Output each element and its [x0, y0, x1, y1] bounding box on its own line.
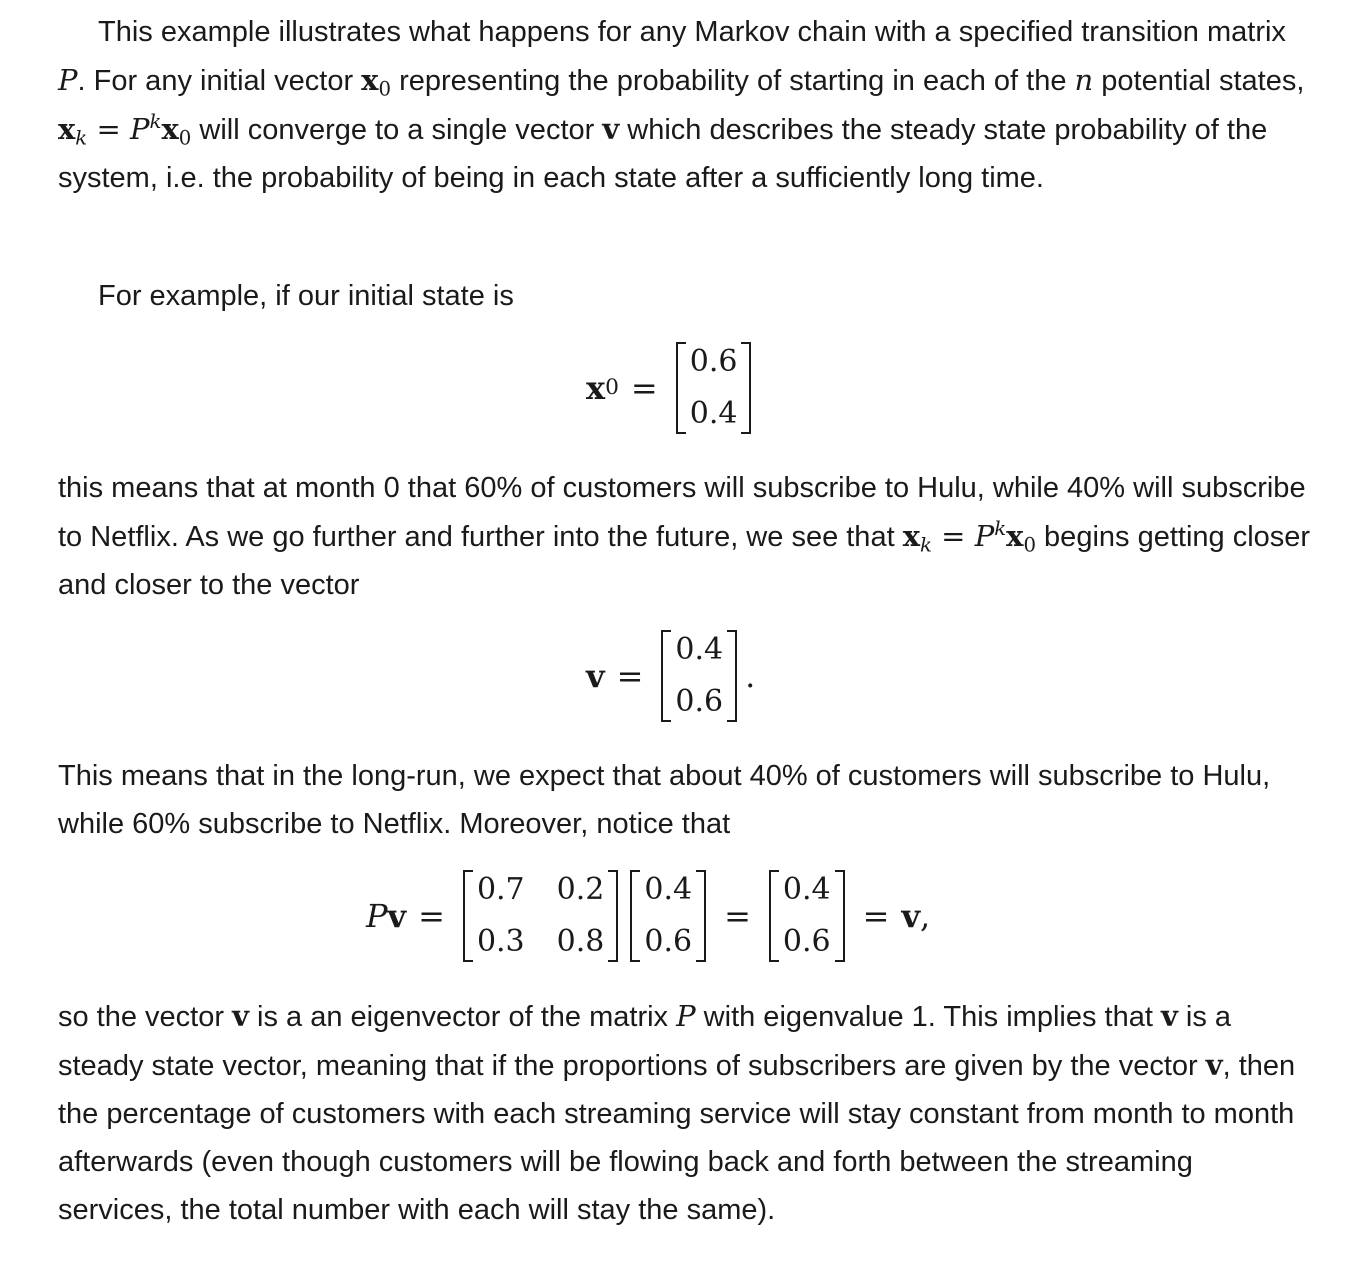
vector-entry: 0.6 [782, 924, 831, 959]
vector-x0 [676, 342, 752, 434]
vector-result [769, 870, 845, 962]
equation-eigen-check [0, 870, 1370, 970]
text-span: representing the probability of starting in each of the [391, 65, 1075, 97]
math-subscript: 0 [1023, 533, 1036, 557]
math-operator: = [616, 657, 644, 695]
vector-entry: 0.4 [782, 872, 831, 907]
math-operator: = [931, 519, 975, 553]
matrix-entry: 0.7 [476, 872, 525, 907]
vector-v-factor [630, 870, 706, 962]
text-span: This example illustrates what happens for any Markov chain with a specified transition matrix [98, 16, 1286, 48]
text-span: with eigenvalue 1. This implies that [695, 1001, 1161, 1033]
matrix-entry: 0.8 [556, 924, 605, 959]
math-superscript: k [994, 517, 1007, 541]
text-span: will converge to a single vector [191, 114, 603, 146]
math-operator: = [724, 897, 751, 935]
equation-initial-state: x 0 = 0.6 0.4 [0, 342, 1370, 442]
math-superscript: k [149, 110, 162, 134]
math-symbol: x [58, 112, 76, 146]
paragraph-markov-intro [58, 8, 1313, 202]
math-operator: = [862, 897, 890, 935]
text-span: potential states, [1093, 65, 1305, 97]
text-span: begins getting closer and closer to the vector [58, 521, 1311, 601]
matrix-entry: 0.2 [556, 872, 605, 907]
math-symbol: x [902, 519, 920, 553]
matrix-entry: 0.3 [476, 924, 525, 959]
math-symbol: v [586, 657, 605, 695]
paragraph-example-intro: For example, if our initial state is [98, 280, 514, 312]
math-operator: = [87, 112, 130, 146]
math-punctuation: , [920, 897, 931, 935]
vector-v [661, 630, 737, 722]
math-symbol: v [1205, 1048, 1223, 1082]
math-subscript: k [919, 533, 932, 557]
vector-entry: 0.4 [689, 396, 738, 431]
vector-entry: 0.4 [644, 872, 693, 907]
vector-entry: 0.6 [689, 344, 738, 379]
text-span: . For any initial vector [77, 65, 362, 97]
math-symbol: v [602, 112, 620, 146]
text-span: so the vector [58, 1001, 233, 1033]
text-span: which describes the steady state probability of the system, i.e. the probability of being in each state after a sufficiently long time. [58, 114, 1268, 194]
paragraph-month-zero [58, 464, 1313, 609]
vector-entry: 0.6 [675, 684, 724, 719]
math-symbol: n [1074, 63, 1094, 97]
math-subscript: k [75, 126, 88, 150]
math-symbol: P [974, 519, 995, 553]
math-operator: = [418, 897, 445, 935]
text-span: this means that at month 0 that 60% of customers will subscribe to Hulu, while 40% will subscribe to Netflix. As we go further and further into the future, we see that [58, 472, 1306, 553]
math-symbol: x [161, 112, 179, 146]
math-operator: = [630, 369, 658, 407]
math-subscript: 0 [178, 126, 192, 150]
vector-entry: 0.4 [675, 632, 724, 667]
math-symbol: v [387, 897, 407, 935]
paragraph-eigenvector [58, 992, 1313, 1234]
math-symbol: x [361, 63, 379, 97]
math-punctuation: . [745, 657, 756, 695]
math-symbol: P [58, 63, 78, 97]
paragraph-long-run: This means that in the long-run, we expect that about 40% of customers will subscribe to Hulu, while 60% subscribe to Netflix. Moreover, notice that [58, 760, 1271, 840]
equation-steady-vector [0, 630, 1370, 730]
math-symbol: P [676, 999, 696, 1033]
matrix-P [463, 870, 618, 962]
math-subscript: 0 [378, 77, 392, 101]
text-span: is a steady state vector, meaning that if the proportions of subscribers are given by the vector [58, 1001, 1231, 1082]
math-symbol: x [586, 369, 606, 407]
math-symbol: x [1006, 519, 1024, 553]
math-symbol: v [901, 897, 921, 935]
math-symbol: P [366, 897, 388, 935]
vector-entry: 0.6 [644, 924, 693, 959]
math-symbol: v [1160, 999, 1178, 1033]
text-span: , then the percentage of customers with each streaming service will stay constant from month to month afterwards (even though customers will be flowing back and forth between the streaming services, the total number with each will stay the same). [58, 1050, 1296, 1226]
math-symbol: P [130, 112, 150, 146]
text-span: is a an eigenvector of the matrix [248, 1001, 677, 1033]
math-symbol: v [232, 999, 249, 1033]
